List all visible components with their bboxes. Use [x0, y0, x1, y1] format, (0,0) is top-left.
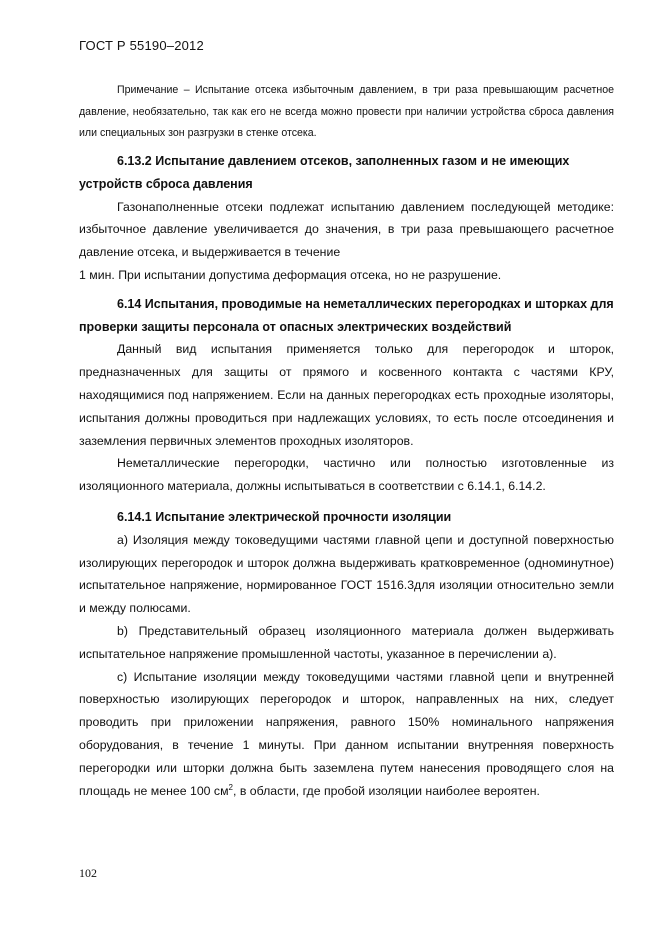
- page-number: 102: [79, 866, 97, 880]
- paragraph: Газонаполненные отсеки подлежат испытанию давлением последующей методике: избыточное давление увеличивается до значения, в три раза превышающего расчетное давление отсека, и выдерживается в течение: [79, 199, 614, 260]
- paragraph: Данный вид испытания применяется только для перегородок и шторок, предназначенных для защиты от прямого и косвенного контакта с частями КРУ, находящимися под напряжением. Если на данных перегородках есть проходные изоляторы, испытания должны проводиться при надлежащих условиях, то есть после отсоединения и заземления первичных элементов проходных изоляторов.: [79, 342, 614, 448]
- document-body: [79, 150, 614, 802]
- note-paragraph: [79, 80, 614, 145]
- paragraph-item-c-text: с) Испытание изоляции между токоведущими частями главной цепи и внутренней поверхностью изолирующих перегородок и шторок, направленных на них, следует проводить при приложении напряжения, равного 150% номинального напряжения оборудования, в течение 1 минуты. При данном испытании внутренняя поверхность перегородки или шторки должна быть заземлена путем нанесения проводящего слоя на площадь не менее 100 см: [79, 669, 614, 798]
- section-heading-6-13-2: 6.13.2 Испытание давлением отсеков, заполненных газом и не имеющих устройств сброса давления: [79, 154, 570, 191]
- paragraph-item-a: а) Изоляция между токоведущими частями главной цепи и доступной поверхностью изолирующих перегородок и шторок должна выдерживать кратковременное (одноминутное) испытательное напряжение, нормированное ГОСТ 1516.3для изоляции относительно земли и между полюсами.: [79, 532, 614, 616]
- paragraph-item-c-end: , в области, где пробой изоляции наиболее вероятен.: [232, 783, 540, 798]
- note-text: Примечание – Испытание отсека избыточным давлением, в три раза превышающим расчетное давление, необязательно, так как его не всегда можно провести при наличии устройства сброса давления или специальных зон разгрузки в стенке отсека.: [79, 84, 614, 139]
- paragraph-item-b: b) Представительный образец изоляционного материала должен выдерживать испытательное напряжение промышленной частоты, указанное в перечислении а).: [79, 623, 614, 661]
- section-heading-6-14: 6.14 Испытания, проводимые на неметаллических перегородках и шторках для проверки защиты персонала от опасных электрических воздействий: [79, 296, 614, 334]
- section-heading-6-14-1: 6.14.1 Испытание электрической прочности изоляции: [117, 509, 452, 524]
- standard-header: ГОСТ Р 55190–2012: [79, 38, 204, 53]
- paragraph: Неметаллические перегородки, частично или полностью изготовленные из изоляционного материала, должны испытываться в соответствии с 6.14.1, 6.14.2.: [79, 456, 614, 494]
- paragraph-item-c: [79, 666, 614, 803]
- paragraph-continuation: 1 мин. При испытании допустима деформация отсека, но не разрушение.: [79, 267, 502, 282]
- superscript: 2: [228, 782, 233, 792]
